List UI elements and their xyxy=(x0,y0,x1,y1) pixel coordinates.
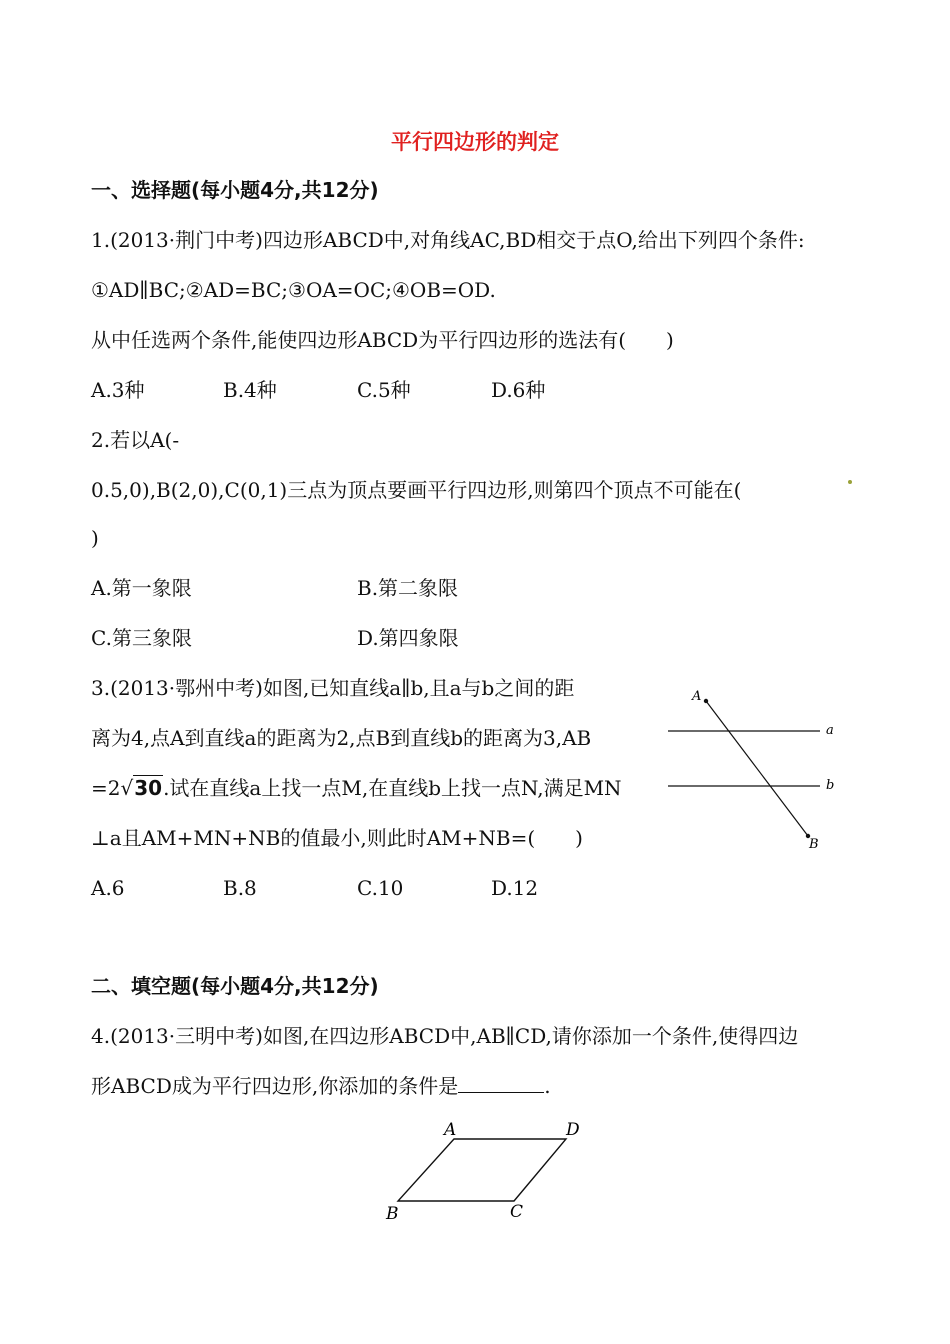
label-C: C xyxy=(510,1202,524,1222)
page-title: 平行四边形的判定 xyxy=(391,130,559,154)
label-b: b xyxy=(826,778,835,793)
question-2-line-1: 2.若以A(- xyxy=(91,428,180,452)
question-4-line-2 xyxy=(91,1072,551,1100)
question-1-conditions: ①AD∥BC;②AD=BC;③OA=OC;④OB=OD. xyxy=(91,278,496,302)
sqrt-radicand: 30 xyxy=(134,776,163,800)
section-heading-choice: 一、选择题(每小题4分,共12分) xyxy=(91,178,379,202)
point-a xyxy=(704,699,708,703)
question-4-figure xyxy=(380,1115,590,1225)
question-1-prompt: 从中任选两个条件,能使四边形ABCD为平行四边形的选法有( ) xyxy=(91,328,674,352)
question-2-line-3: ) xyxy=(91,526,99,550)
question-2-line-2: 0.5,0),B(2,0),C(0,1)三点为顶点要画平行四边形,则第四个顶点不可能在( xyxy=(91,478,742,502)
question-1-option-d: D.6种 xyxy=(491,378,546,402)
question-3-line-3-pre: =2 xyxy=(91,776,121,800)
question-3-option-a: A.6 xyxy=(91,876,125,900)
parallelogram-abcd xyxy=(398,1139,566,1201)
question-3-line-4: ⊥a且AM+MN+NB的值最小,则此时AM+NB=( ) xyxy=(91,826,583,850)
section-heading-fill: 二、填空题(每小题4分,共12分) xyxy=(91,974,379,998)
question-3-line-1: 3.(2013·鄂州中考)如图,已知直线a∥b,且a与b之间的距 xyxy=(91,676,575,700)
question-1-line-1: 1.(2013·荆门中考)四边形ABCD中,对角线AC,BD相交于点O,给出下列四个条件: xyxy=(91,228,805,252)
question-1-option-b: B.4种 xyxy=(223,378,277,402)
question-3-option-c: C.10 xyxy=(357,876,404,900)
question-3-line-2: 离为4,点A到直线a的距离为2,点B到直线b的距离为3,AB xyxy=(91,726,592,750)
question-4-line-2-text: 形ABCD成为平行四边形,你添加的条件是 xyxy=(91,1074,459,1098)
label-a: a xyxy=(826,723,834,738)
label-B: B xyxy=(386,1204,399,1224)
label-B: B xyxy=(809,837,819,852)
question-4-line-2-end: . xyxy=(544,1074,551,1098)
question-3-line-3-post: .试在直线a上找一点M,在直线b上找一点N,满足MN xyxy=(163,776,622,800)
label-A: A xyxy=(692,689,702,704)
question-4-line-1: 4.(2013·三明中考)如图,在四边形ABCD中,AB∥CD,请你添加一个条件,使得四边 xyxy=(91,1024,799,1048)
segment-ab xyxy=(706,701,808,836)
question-3-figure xyxy=(660,680,850,860)
answer-blank[interactable] xyxy=(458,1072,544,1093)
question-2-option-d: D.第四象限 xyxy=(357,626,459,650)
question-3-line-3 xyxy=(91,774,622,802)
question-3-option-d: D.12 xyxy=(491,876,539,900)
question-2-option-b: B.第二象限 xyxy=(357,576,459,600)
question-2-option-a: A.第一象限 xyxy=(91,576,192,600)
stray-mark xyxy=(848,480,852,484)
sqrt-expression: √30 xyxy=(120,776,163,800)
question-1-option-c: C.5种 xyxy=(357,378,411,402)
label-D: D xyxy=(566,1120,580,1140)
question-3-option-b: B.8 xyxy=(223,876,257,900)
label-A: A xyxy=(444,1120,457,1140)
question-2-option-c: C.第三象限 xyxy=(91,626,192,650)
question-1-option-a: A.3种 xyxy=(91,378,145,402)
